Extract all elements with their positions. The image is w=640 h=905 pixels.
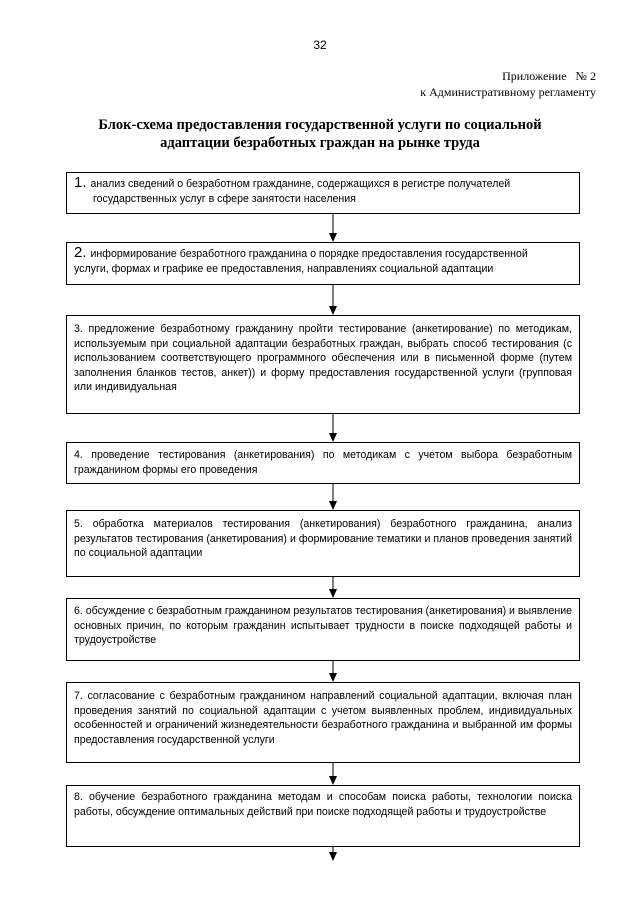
flow-step-1-text-line-1: анализ сведений о безработном гражданине, содержащихся в регистре получателей: [90, 178, 511, 190]
flow-step-7: [66, 682, 580, 763]
flow-step-1: [66, 172, 580, 214]
diagram-title: [60, 116, 580, 152]
diagram-title-line-2: адаптации безработных граждан на рынке труда: [160, 135, 480, 151]
flow-arrow-6: [327, 661, 339, 682]
flow-arrow-3: [327, 414, 339, 442]
page-number: 32: [313, 38, 327, 52]
flow-step-1-text-line-2: государственных услуг в сфере занятости населения: [93, 192, 356, 205]
flow-step-8: [66, 785, 580, 847]
appendix-line-2: к Административному регламенту: [420, 85, 596, 99]
flow-step-6: [66, 598, 580, 661]
flow-arrow-2: [327, 285, 339, 315]
appendix-line-1: Приложение № 2: [502, 69, 596, 83]
flow-step-4-text: 4. проведение тестирования (анкетирования) по методикам с учетом выбора безработным гражданином формы его проведения: [74, 449, 572, 476]
flow-arrow-5: [327, 577, 339, 598]
flow-arrow-8: [327, 847, 339, 861]
flow-step-3: [66, 315, 580, 414]
flow-arrow-1: [327, 214, 339, 242]
flow-arrow-4: [327, 484, 339, 510]
flow-step-6-text: 6. обсуждение с безработным гражданином результатов тестирования (анкетирования) и выявление основных причин, по которым гражданин испытывает трудности в поиске подходящей работы и трудоустройстве: [74, 605, 572, 647]
flow-step-8-text: 8. обучение безработного гражданина методам и способам поиска работы, технологии поиска работы, обсуждение оптимальных действий при поиске подходящей работы и трудоустройстве: [74, 791, 572, 818]
flow-arrow-7: [327, 763, 339, 785]
flow-step-2: [66, 242, 580, 285]
flow-step-4: [66, 442, 580, 484]
flow-step-7-text: 7. согласование с безработным гражданином направлений социальной адаптации, включая план проведения занятий по социальной адаптации с учетом выявленных проблем, индивидуальных особенностей и ограничений жизнедеятельности безработного гражданина и выбранной им формы предоставления государственной услуги: [74, 690, 572, 746]
flow-step-2-number: 2.: [74, 244, 87, 261]
flow-step-3-text: 3. предложение безработному гражданину пройти тестирование (анкетирование) по методикам, используемым при социальной адаптации безработных граждан, выбрать способ тестирования (с использованием соответствующего программного обеспечения или в письменной форме (путем заполнения бланков тестов, анкет)) и форму предоставления государственной услуги (групповая или индивидуальная: [74, 323, 572, 394]
flow-step-2-text-line-2: услуги, формах и графике ее предоставления, направлениях социальной адаптации: [74, 262, 494, 275]
flow-step-2-text-line-1: информирование безработного гражданина о порядке предоставления государственной: [90, 248, 528, 260]
flow-step-5: [66, 510, 580, 577]
flow-step-1-number: 1.: [74, 174, 87, 191]
diagram-title-line-1: Блок-схема предоставления государственной услуги по социальной: [98, 117, 542, 133]
appendix-caption: [276, 68, 596, 100]
flow-step-5-text: 5. обработка материалов тестирования (анкетирования) безработного гражданина, анализ результатов тестирования (анкетирования) и формирование тематики и планов проведения занятий по социальной адаптации: [74, 518, 572, 560]
